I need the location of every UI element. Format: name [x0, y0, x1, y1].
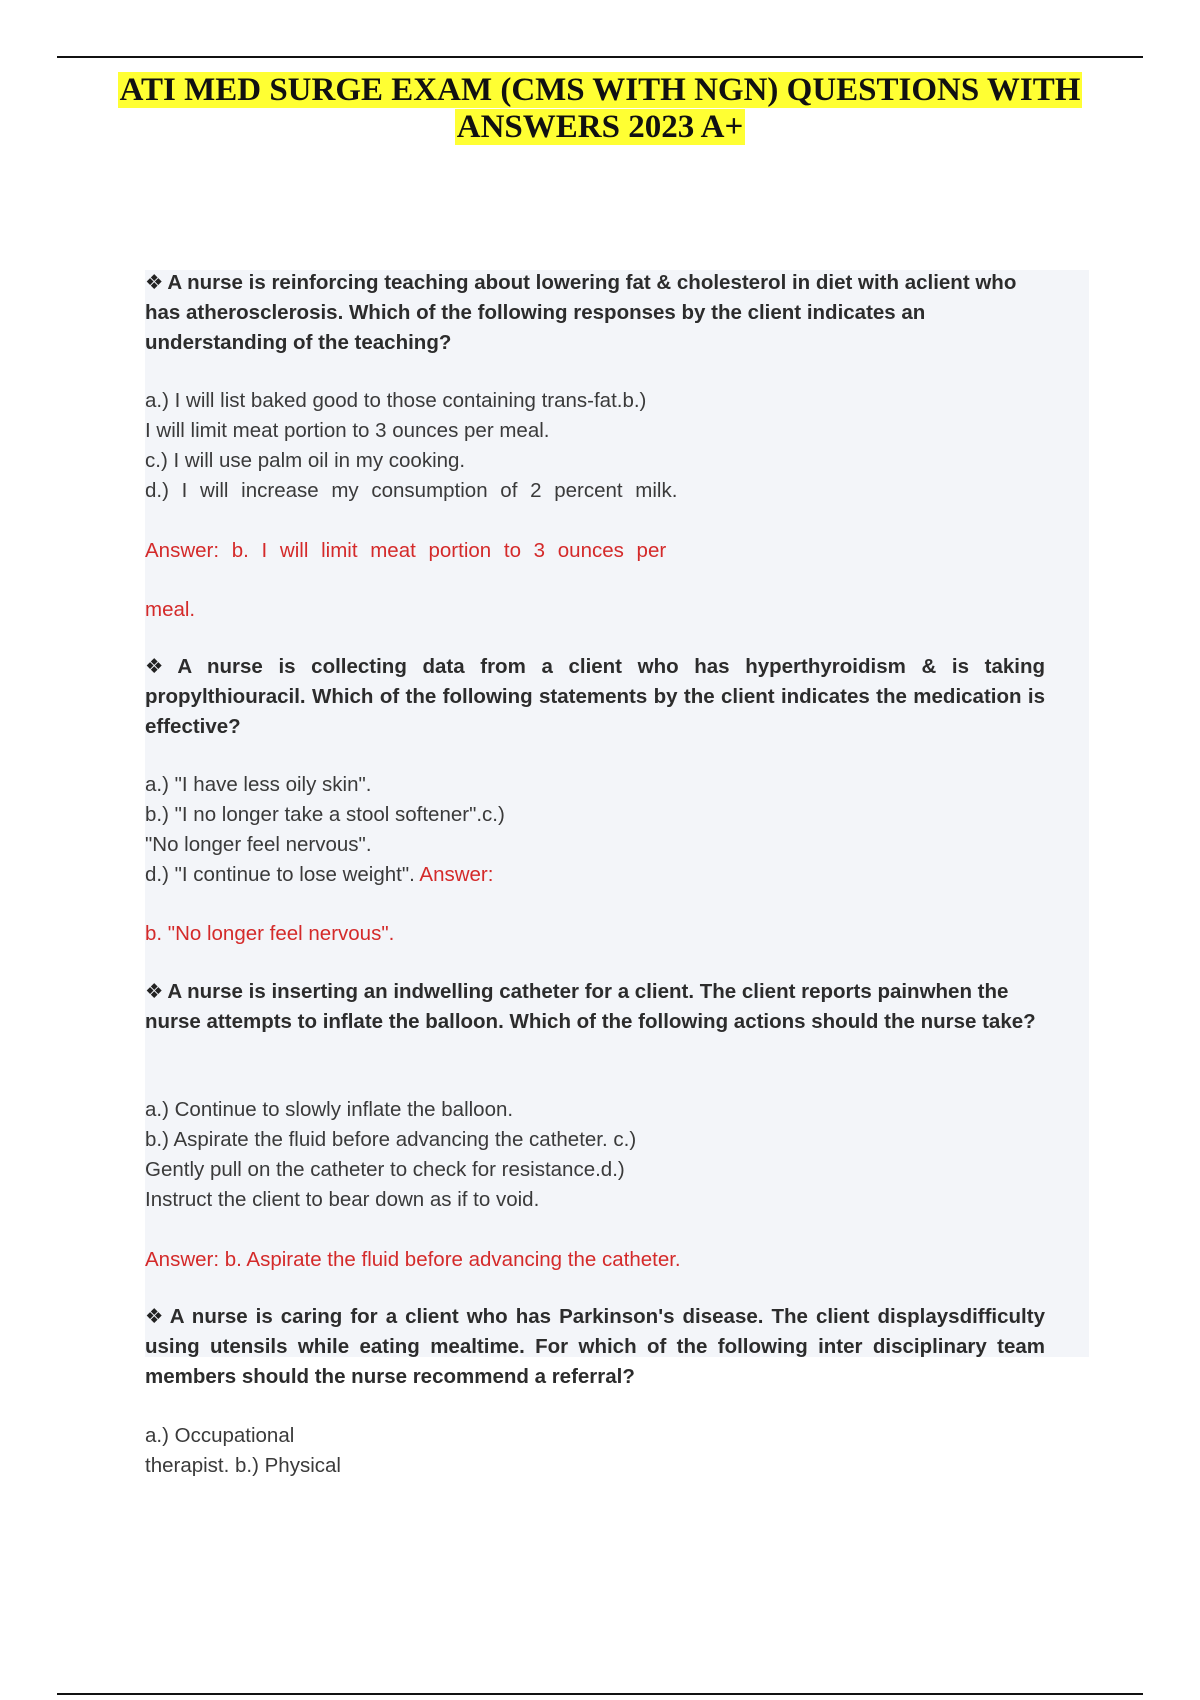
- answer-text: b. "No longer feel nervous".: [145, 922, 395, 945]
- option-line: I will limit meat portion to 3 ounces per meal.: [145, 419, 550, 442]
- answer-text-continued: meal.: [145, 598, 196, 621]
- answer-label: Answer:: [419, 863, 494, 886]
- diamond-bullet-icon: ❖: [145, 655, 174, 678]
- option-line: d.) I will increase my consumption of 2 percent milk.: [145, 479, 678, 502]
- options-list: [145, 386, 1045, 506]
- option-line: Instruct the client to bear down as if to void.: [145, 1188, 540, 1211]
- title-line-2: ANSWERS 2023 A+: [456, 109, 744, 145]
- title-line-1: ATI MED SURGE EXAM (CMS WITH NGN) QUESTIONS WITH: [119, 72, 1081, 108]
- option-line: therapist. b.) Physical: [145, 1454, 341, 1477]
- diamond-bullet-icon: ❖: [145, 980, 164, 1003]
- option-line: d.) "I continue to lose weight". Answer:: [145, 863, 494, 886]
- question-item: [145, 977, 1045, 1037]
- diamond-bullet-icon: ❖: [145, 271, 164, 294]
- question-text: ❖ A nurse is caring for a client who has Parkinson's disease. The client displaysdifficulty using utensils while eating mealtime. For which of the following inter disciplinary team members should the nurse recommend a referral?: [145, 1305, 1045, 1388]
- option-line: Gently pull on the catheter to check for resistance.d.): [145, 1158, 625, 1181]
- option-line: "No longer feel nervous".: [145, 833, 372, 856]
- question-text: ❖ A nurse is inserting an indwelling catheter for a client. The client reports painwhen the nurse attempts to inflate the balloon. Which of the following actions should the nurse take?: [145, 980, 1036, 1033]
- bottom-rule: [57, 1693, 1143, 1695]
- option-line: a.) Continue to slowly inflate the balloon.: [145, 1098, 514, 1121]
- option-line: b.) Aspirate the fluid before advancing the catheter. c.): [145, 1128, 637, 1151]
- option-line: a.) Occupational: [145, 1424, 295, 1447]
- option-line: b.) "I no longer take a stool softener".c.): [145, 803, 505, 826]
- question-item: [145, 268, 1045, 358]
- question-item: [145, 652, 1045, 742]
- option-line: a.) "I have less oily skin".: [145, 773, 372, 796]
- question-text: ❖ A nurse is collecting data from a client who has hyperthyroidism & is taking propylthiouracil. Which of the following statements by the client indicates the medication is effective?: [145, 655, 1045, 738]
- options-list: [145, 770, 1045, 890]
- options-list: [145, 1095, 1045, 1215]
- question-item: [145, 1302, 1045, 1392]
- option-line: c.) I will use palm oil in my cooking.: [145, 449, 466, 472]
- diamond-bullet-icon: ❖: [145, 1305, 166, 1328]
- question-text: ❖ A nurse is reinforcing teaching about lowering fat & cholesterol in diet with aclient who has atherosclerosis. Which of the following responses by the client indicates an understanding of the teaching?: [145, 271, 1017, 354]
- options-list: [145, 1421, 1045, 1481]
- answer-text: Answer: b. I will limit meat portion to 3 ounces per: [145, 539, 667, 562]
- top-rule: [57, 56, 1143, 58]
- answer-text: Answer: b. Aspirate the fluid before advancing the catheter.: [145, 1248, 681, 1271]
- document-title: [100, 72, 1100, 146]
- option-line: a.) I will list baked good to those containing trans-fat.b.): [145, 389, 647, 412]
